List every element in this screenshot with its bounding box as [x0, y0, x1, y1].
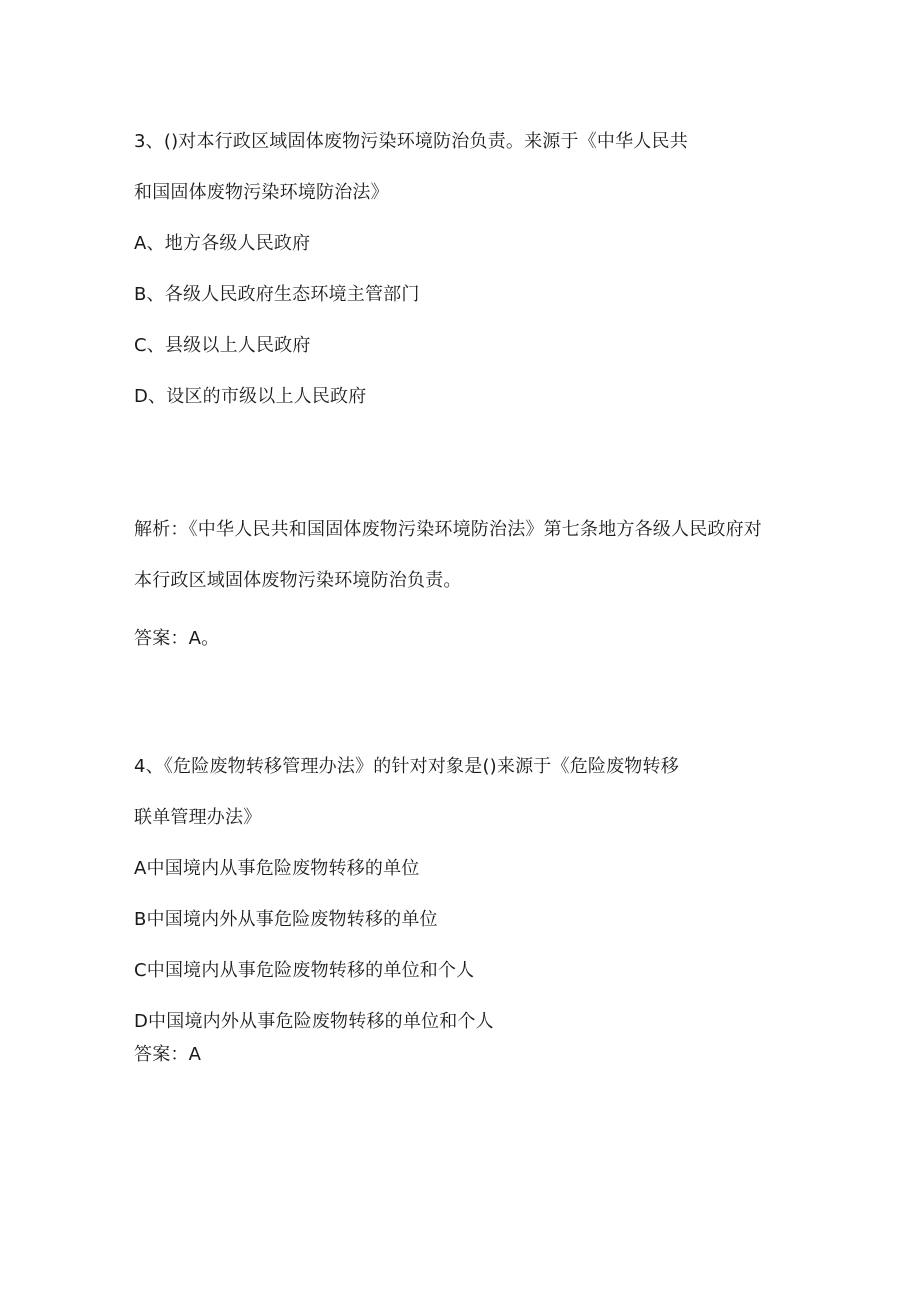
q3-option-d: D、设区的市级以上人民政府 [134, 386, 367, 407]
q4-option-d: D中国境内外从事危险废物转移的单位和个人 [134, 1011, 494, 1032]
q4-option-b: B中国境内外从事危险废物转移的单位 [134, 909, 438, 930]
q3-analysis-line-2: 本行政区域固体废物污染环境防治负责。 [134, 570, 462, 591]
q3-option-a: A、地方各级人民政府 [134, 233, 311, 254]
q3-analysis-line-1: 解析：《中华人民共和国固体废物污染环境防治法》第七条地方各级人民政府对 [134, 519, 762, 540]
q4-stem-line-1: 4、《危险废物转移管理办法》的针对对象是()来源于《危险废物转移 [134, 756, 679, 777]
q3-option-b: B、各级人民政府生态环境主管部门 [134, 284, 420, 305]
q4-option-a: A中国境内从事危险废物转移的单位 [134, 858, 420, 879]
q4-stem-line-2: 联单管理办法》 [134, 807, 262, 828]
q3-answer: 答案：A。 [134, 628, 220, 649]
q4-answer: 答案：A [134, 1044, 202, 1065]
q3-stem-line-2: 和国固体废物污染环境防治法》 [134, 182, 389, 203]
q4-option-c: C中国境内从事危险废物转移的单位和个人 [134, 960, 475, 981]
q3-stem-line-1: 3、()对本行政区域固体废物污染环境防治负责。来源于《中华人民共 [134, 131, 688, 152]
q3-option-c: C、县级以上人民政府 [134, 335, 311, 356]
